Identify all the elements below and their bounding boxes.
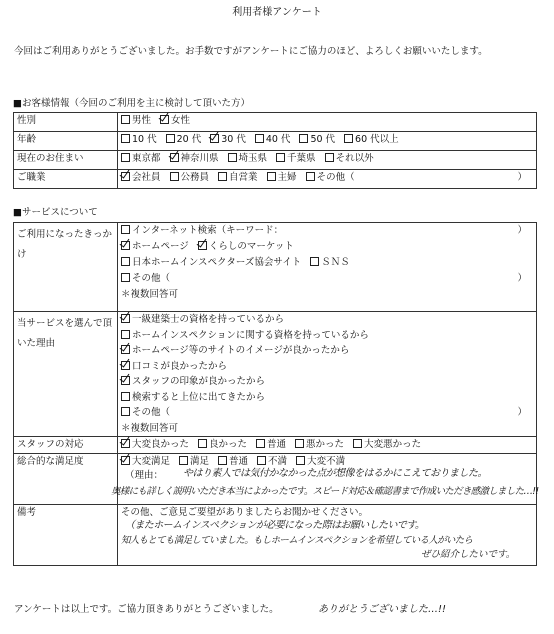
option-label: インターネット検索（キーワード： [132, 225, 284, 236]
option-label: 30 代 [221, 134, 246, 145]
remarks-cell [118, 505, 537, 566]
info-label: 年齢 [14, 132, 118, 151]
option-line [121, 153, 533, 167]
close-paren: ） [517, 225, 527, 236]
option-item [121, 172, 161, 184]
option-item [295, 439, 344, 451]
satisfaction-cell [111, 454, 539, 505]
option-label: 10 代 [132, 134, 157, 145]
checked-checkbox[interactable] [121, 345, 130, 354]
option-label: 不満 [268, 456, 288, 468]
option-item [198, 439, 247, 451]
checkbox[interactable] [228, 153, 237, 162]
checkbox[interactable] [121, 392, 130, 401]
option-line [121, 376, 533, 392]
option-line [121, 115, 533, 129]
option-item [228, 153, 268, 165]
option-item [325, 153, 374, 165]
checkbox[interactable] [276, 153, 285, 162]
option-label: 大変満足 [132, 456, 171, 468]
option-label: 悪かった [306, 439, 345, 451]
option-label: 60 代以上 [355, 134, 399, 145]
checkbox[interactable] [299, 134, 308, 143]
info-options [118, 170, 537, 189]
checkbox[interactable] [121, 153, 130, 162]
checkbox[interactable] [166, 134, 175, 143]
option-label: その他（ [316, 172, 355, 183]
option-item [160, 115, 190, 127]
option-item [121, 225, 283, 237]
option-item [257, 456, 287, 468]
trigger-options [118, 223, 537, 312]
option-item [170, 172, 210, 184]
checkbox[interactable] [306, 172, 315, 181]
staff-label: スタッフの対応 [14, 437, 118, 454]
option-item [296, 456, 345, 468]
checkbox[interactable] [344, 134, 353, 143]
info-options [118, 151, 537, 170]
checkbox[interactable] [179, 456, 188, 465]
checkbox[interactable] [267, 172, 276, 181]
close-paren: ） [517, 172, 527, 183]
option-label: 公務員 [180, 172, 210, 183]
option-line [121, 361, 533, 377]
reason-note: ＊複数回答可 [121, 422, 179, 434]
option-item [210, 134, 246, 146]
reason-label: 当サービスを選んで頂いた理由 [14, 312, 118, 437]
checked-checkbox[interactable] [121, 361, 130, 370]
checked-checkbox[interactable] [121, 314, 130, 323]
option-item [276, 153, 316, 165]
option-item [255, 134, 291, 146]
reason-options [118, 312, 537, 437]
checkbox[interactable] [121, 225, 130, 234]
option-label: 大変不満 [307, 456, 346, 468]
option-item [179, 456, 209, 468]
option-label: 千葉県 [287, 153, 316, 164]
option-line [121, 314, 533, 330]
option-label: ＳＮＳ [321, 257, 350, 268]
checkbox[interactable] [257, 456, 266, 465]
info-label: 現在のお住まい [14, 151, 118, 170]
option-item [353, 439, 421, 451]
option-item [121, 439, 189, 451]
option-label: その他（ [132, 273, 171, 284]
checkbox[interactable] [121, 330, 130, 339]
option-item [121, 134, 157, 146]
checkbox[interactable] [121, 273, 130, 282]
checkbox[interactable] [198, 439, 207, 448]
option-label: 良かった [209, 439, 248, 451]
option-label: 検索すると上位に出てきたから [132, 391, 266, 403]
option-label: 満足 [190, 456, 210, 468]
option-item [299, 134, 335, 146]
option-item [121, 345, 349, 357]
customer-info-table [13, 112, 537, 189]
option-item [310, 257, 350, 269]
info-label: ご職業 [14, 170, 118, 189]
remarks-label: 備考 [14, 505, 118, 566]
checked-checkbox[interactable] [121, 241, 130, 250]
checked-checkbox[interactable] [121, 172, 130, 181]
option-label: 普通 [267, 439, 287, 451]
handwritten-reason-line1: やはり素人では気付かなかった点が想像をはるかにこえておりました。 [183, 468, 487, 480]
option-label: 50 代 [310, 134, 336, 145]
option-item [170, 153, 219, 165]
reason-prefix: （理由： [125, 470, 164, 482]
option-item [121, 361, 227, 373]
checkbox[interactable] [121, 134, 130, 143]
checked-checkbox[interactable] [121, 439, 130, 448]
checkbox[interactable] [310, 257, 319, 266]
option-item [306, 172, 355, 184]
handwritten-remark-line2: 知人もとても満足していました。もしホームインスペクションを希望している人がいたら [121, 535, 473, 547]
customer-info-heading: ■お客様情報（今回のご利用を主に検討して頂いた方） [13, 98, 250, 109]
closing-text: アンケートは以上です。ご協力頂きありがとうございました。 [14, 604, 279, 615]
option-item [121, 407, 170, 419]
checkbox[interactable] [218, 456, 227, 465]
info-options [118, 132, 537, 151]
option-item [121, 241, 189, 253]
option-label: 東京都 [132, 153, 161, 164]
option-item [121, 376, 265, 388]
option-label: 埼玉県 [238, 153, 268, 164]
option-line [121, 407, 533, 423]
handwritten-thanks: ありがとうございました…!! [318, 604, 447, 615]
option-item [198, 241, 294, 253]
option-line [121, 172, 533, 186]
handwritten-reason-line2: 奥様にも詳しく説明いただき本当によかったです。スピード対応＆確認書まで作成いただき感激しました…!! [111, 486, 539, 498]
option-label: くらしのマーケット [208, 241, 294, 252]
option-label: その他（ [132, 407, 171, 418]
option-line [121, 392, 533, 408]
option-line [121, 345, 533, 361]
close-paren: ） [517, 407, 527, 418]
option-label: 20 代 [176, 134, 202, 145]
option-item [267, 172, 297, 184]
checkbox[interactable] [121, 407, 130, 416]
checkbox[interactable] [170, 172, 179, 181]
remarks-printed: その他、ご意見ご要望がありましたらお聞かせください。 [121, 507, 369, 519]
satisfaction-label: 総合的な満足度 [14, 454, 118, 505]
checked-checkbox[interactable] [198, 241, 207, 250]
option-item [121, 456, 170, 468]
option-item [166, 134, 202, 146]
option-label: 40 代 [265, 134, 291, 145]
option-item [121, 273, 170, 285]
checkbox[interactable] [255, 134, 264, 143]
option-item [121, 257, 301, 269]
checked-checkbox[interactable] [160, 115, 169, 124]
checked-checkbox[interactable] [170, 153, 179, 162]
checked-checkbox[interactable] [210, 134, 219, 143]
option-line [121, 225, 533, 241]
checked-checkbox[interactable] [121, 376, 130, 385]
option-item [344, 134, 399, 146]
option-line [121, 241, 533, 257]
option-label: 大変悪かった [364, 439, 422, 451]
checkbox[interactable] [218, 172, 227, 181]
staff-options [118, 437, 537, 454]
checkbox[interactable] [121, 257, 130, 266]
option-label: ホームページ等のサイトのイメージが良かったから [132, 345, 350, 356]
checkbox[interactable] [121, 115, 130, 124]
option-label: 日本ホームインスペクターズ協会サイト [132, 257, 302, 268]
checkbox[interactable] [256, 439, 265, 448]
checkbox[interactable] [325, 153, 334, 162]
option-label: 口コミが良かったから [132, 360, 228, 372]
option-item [121, 330, 369, 342]
intro-text: 今回はご利用ありがとうございました。お手数ですがアンケートにご協力のほど、よろしくお願いいたします。 [14, 46, 488, 57]
option-label: スタッフの印象が良かったから [132, 376, 266, 387]
service-table [13, 222, 537, 566]
option-line [121, 273, 533, 289]
option-item [218, 456, 248, 468]
option-item [121, 153, 161, 165]
trigger-label: ご利用になったきっかけ [14, 223, 118, 312]
trigger-note: ＊複数回答可 [121, 289, 179, 300]
page-title: 利用者様アンケート [232, 7, 322, 18]
option-label: 主婦 [277, 172, 297, 183]
option-item [218, 172, 258, 184]
option-label: 普通 [229, 456, 249, 468]
checkbox[interactable] [353, 439, 362, 448]
option-label: 女性 [171, 115, 191, 126]
option-label: 会社員 [132, 172, 161, 183]
option-label: 自営業 [229, 172, 258, 183]
handwritten-remark-line3: ぜひ紹介したいです。 [421, 549, 516, 561]
option-label: 神奈川県 [180, 153, 219, 164]
info-label: 性別 [14, 113, 118, 132]
option-item [121, 314, 284, 326]
option-line [121, 134, 533, 148]
service-heading: ■サービスについて [13, 207, 98, 218]
checkbox[interactable] [296, 456, 305, 465]
option-item [121, 115, 151, 127]
option-label: 一級建築士の資格を持っているから [132, 314, 285, 325]
option-label: ホームインスペクションに関する資格を持っているから [132, 329, 369, 341]
option-label: それ以外 [335, 153, 374, 164]
checked-checkbox[interactable] [121, 456, 130, 465]
handwritten-remark-line1: （またホームインスペクションが必要になった際はお願いしたいです。 [125, 520, 425, 532]
close-paren: ） [517, 273, 527, 284]
option-label: ホームページ [132, 241, 189, 252]
option-item [121, 392, 265, 404]
option-label: 大変良かった [132, 439, 190, 451]
option-line [121, 330, 533, 346]
option-item [256, 439, 286, 451]
option-label: 男性 [132, 115, 152, 126]
option-line [121, 257, 533, 273]
info-options [118, 113, 537, 132]
checkbox[interactable] [295, 439, 304, 448]
